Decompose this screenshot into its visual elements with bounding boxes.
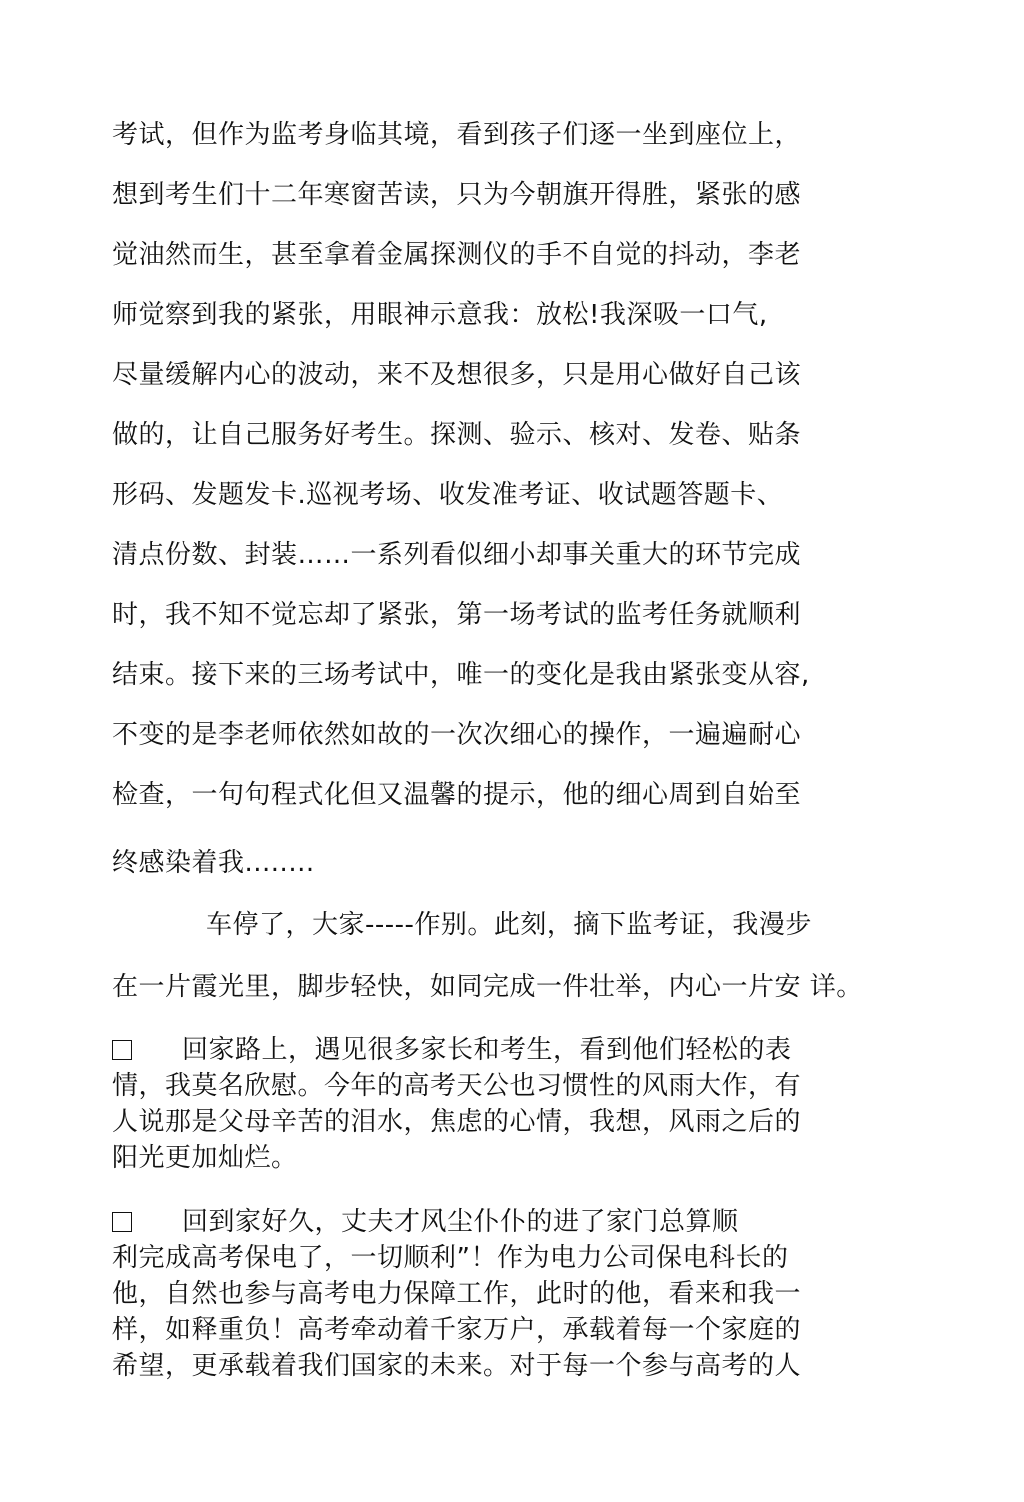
paragraph-2-line-1: 车停了，大家-----作别。此刻，摘下监考证，我漫步	[206, 910, 812, 940]
text-line: 人说那是父母辛苦的泪水，焦虑的心情，我想，风雨之后的	[112, 1107, 802, 1137]
text-line: 情，我莫名欣慰。今年的高考天公也习惯性的风雨大作，有	[112, 1071, 802, 1101]
text-line: 考试，但作为监考身临其境，看到孩子们逐一坐到座位上，	[112, 120, 802, 150]
text-line: 阳光更加灿烂。	[112, 1143, 298, 1173]
text-line: 利完成高考保电了，一切顺利”！作为电力公司保电科长的	[112, 1243, 789, 1273]
text-line: 他，自然也参与高考电力保障工作，此时的他，看来和我一	[112, 1279, 802, 1309]
paragraph-4	[112, 1204, 842, 1384]
paragraph-4-first-row	[112, 1204, 842, 1240]
paragraph-2-line-2: 在一片霞光里，脚步轻快，如同完成一件壮举，内心一片安 详。	[112, 972, 863, 1002]
text-line: 尽量缓解内心的波动，来不及想很多，只是用心做好自己该	[112, 360, 802, 390]
text-line: 觉油然而生，甚至拿着金属探测仪的手不自觉的抖动，李老	[112, 240, 802, 270]
text-line: 形码、发题发卡.巡视考场、收发准考证、收试题答题卡、	[112, 480, 784, 510]
paragraph-3	[112, 1032, 842, 1176]
text-line: 结束。接下来的三场考试中，唯一的变化是我由紧张变从容,	[112, 660, 810, 690]
checkbox-bullet-icon	[112, 1040, 132, 1060]
text-line: 终感染着我........	[112, 848, 315, 878]
text-line: 不变的是李老师依然如故的一次次细心的操作，一遍遍耐心	[112, 720, 802, 750]
text-line: 想到考生们十二年寒窗苦读，只为今朝旗开得胜，紧张的感	[112, 180, 802, 210]
text-line: 做的，让自己服务好考生。探测、验示、核对、发卷、贴条	[112, 420, 802, 450]
text-line: 回家路上，遇见很多家长和考生，看到他们轻松的表	[182, 1035, 792, 1065]
text-line: 样，如释重负！高考牵动着千家万户，承载着每一个家庭的	[112, 1315, 802, 1345]
text-line: 清点份数、封装……一系列看似细小却事关重大的环节完成	[112, 540, 802, 570]
text-line: 师觉察到我的紧张，用眼神示意我：放松!我深吸一口气,	[112, 300, 768, 330]
text-line: 检查，一句句程式化但又温馨的提示，他的细心周到自始至	[112, 780, 802, 810]
text-line: 回到家好久，丈夫才风尘仆仆的进了家门总算顺	[182, 1207, 739, 1237]
text-line: 时，我不知不觉忘却了紧张，第一场考试的监考任务就顺利	[112, 600, 802, 630]
checkbox-bullet-icon	[112, 1212, 132, 1232]
text-line: 希望，更承载着我们国家的未来。对于每一个参与高考的人	[112, 1351, 802, 1381]
paragraph-3-first-row	[112, 1032, 842, 1068]
